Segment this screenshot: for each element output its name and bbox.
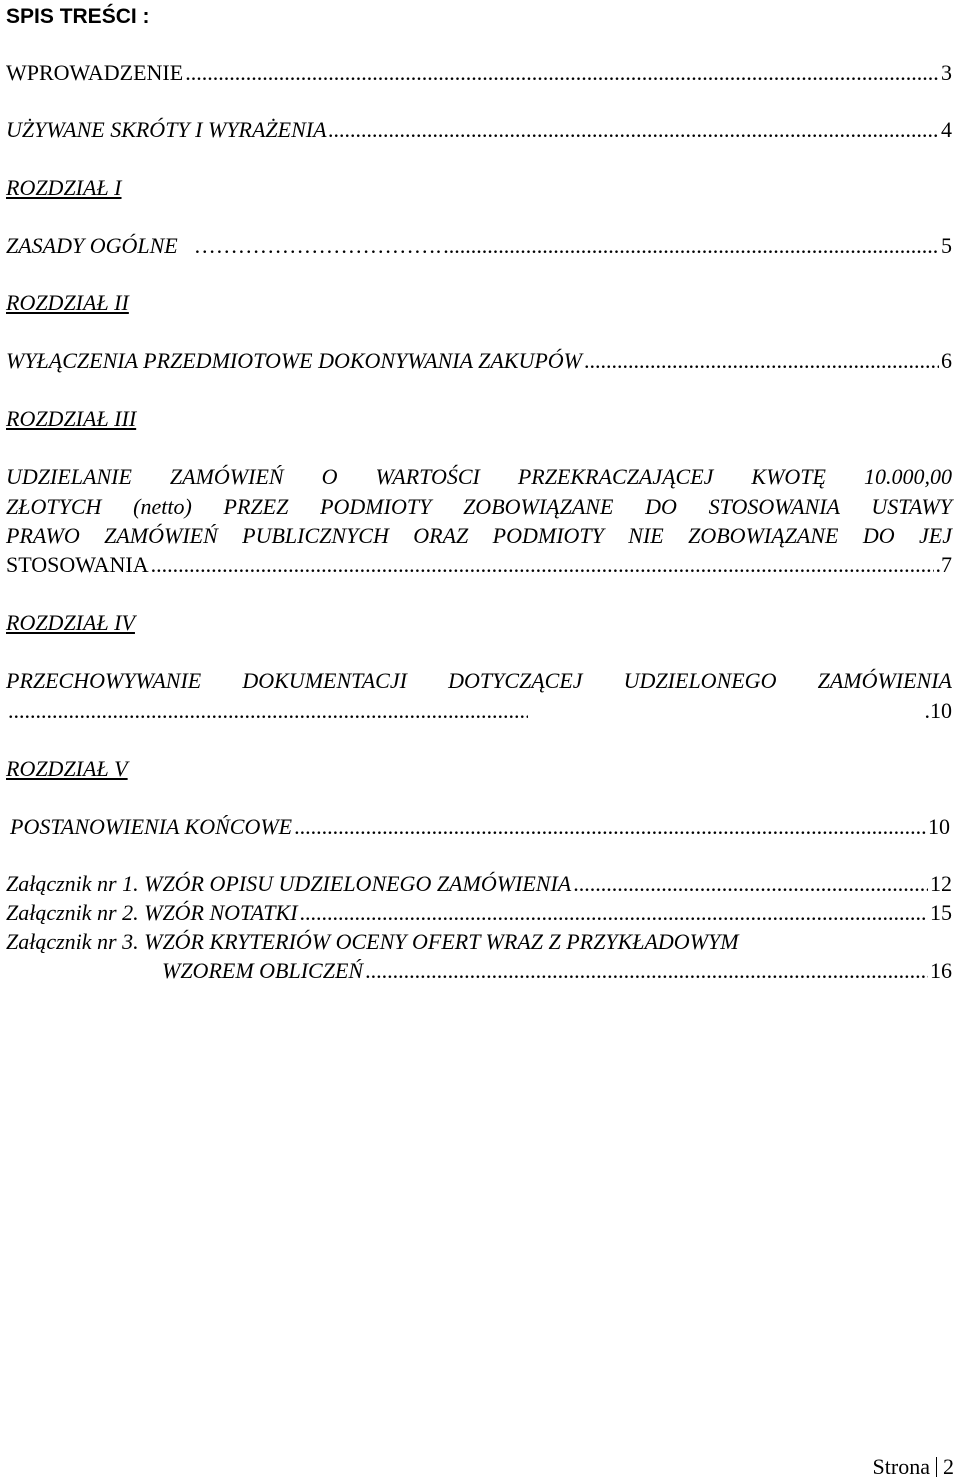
chapter-heading-4[interactable]: ROZDZIAŁ IV [6, 610, 135, 635]
chapter-heading-3[interactable]: ROZDZIAŁ III [6, 406, 137, 431]
toc-page: 12 [930, 871, 952, 896]
toc-entry-udzielanie-line2: ZŁOTYCH (netto) PRZEZ PODMIOTY ZOBOWIĄZANE DO STOSOWANIA USTAWY [6, 494, 952, 519]
toc-label: WYŁĄCZENIA PRZEDMIOTOWE DOKONYWANIA ZAKUPÓW [6, 348, 582, 373]
toc-entry-wprowadzenie[interactable] [6, 60, 952, 86]
toc-page: 15 [930, 900, 952, 925]
toc-entry-zalacznik-2[interactable] [6, 900, 952, 926]
toc-page: 10 [928, 814, 950, 839]
toc-label: WZOREM OBLICZEŃ [162, 958, 364, 983]
toc-entry-udzielanie-line1: UDZIELANIE ZAMÓWIEŃ O WARTOŚCI PRZEKRACZAJĄCEJ KWOTĘ 10.000,00 [6, 464, 952, 489]
toc-page: 5 [941, 233, 952, 258]
toc-entry-zasady[interactable] [6, 233, 952, 259]
page-footer [873, 1454, 954, 1480]
toc-page: .10 [924, 698, 952, 723]
toc-leader [185, 60, 939, 86]
toc-entry-udzielanie-line3: PRAWO ZAMÓWIEŃ PUBLICZNYCH ORAZ PODMIOTY NIE ZOBOWIĄZANE DO JEJ [6, 523, 952, 548]
toc-leader [584, 348, 939, 374]
toc-entry-wylaczenia[interactable] [6, 348, 952, 374]
toc-page: 16 [930, 958, 952, 983]
toc-label: ZASADY OGÓLNE [6, 233, 178, 258]
toc-leader [365, 958, 928, 984]
toc-entry-skroty[interactable] [6, 117, 952, 143]
toc-label: UŻYWANE SKRÓTY I WYRAŻENIA [6, 117, 327, 142]
toc-entry-przechowywanie-line1: PRZECHOWYWANIE DOKUMENTACJI DOTYCZĄCEJ UDZIELONEGO ZAMÓWIENIA [6, 668, 952, 693]
footer-page-number: 2 [943, 1454, 954, 1479]
toc-entry-przechowywanie[interactable] [6, 698, 952, 724]
toc-ellipsis: ……………………………. [193, 233, 442, 258]
toc-entry-postanowienia[interactable] [10, 814, 950, 840]
toc-leader [573, 871, 928, 897]
footer-label: Strona [872, 1454, 930, 1479]
toc-leader [294, 814, 926, 840]
toc-label: Załącznik nr 2. WZÓR NOTATKI [6, 900, 298, 925]
toc-page: 3 [941, 60, 952, 85]
toc-leader [151, 552, 934, 578]
toc-label: WPROWADZENIE [6, 60, 184, 85]
toc-leader [8, 698, 528, 724]
toc-label: Załącznik nr 1. WZÓR OPISU UDZIELONEGO ZAMÓWIENIA [6, 871, 572, 896]
chapter-heading-2[interactable]: ROZDZIAŁ II [6, 290, 129, 315]
toc-label: POSTANOWIENIA KOŃCOWE [10, 814, 293, 839]
chapter-heading-5[interactable]: ROZDZIAŁ V [6, 756, 128, 781]
toc-leader [329, 117, 939, 143]
toc-page: 6 [941, 348, 952, 373]
page-title: SPIS TREŚCI : [6, 5, 150, 28]
toc-entry-zalacznik-1[interactable] [6, 871, 952, 897]
footer-separator [936, 1457, 937, 1477]
toc-entry-zalacznik-3[interactable] [162, 958, 952, 984]
chapter-heading-1[interactable]: ROZDZIAŁ I [6, 175, 122, 200]
toc-entry-udzielanie[interactable] [6, 552, 952, 578]
toc-page: 4 [941, 117, 952, 142]
toc-leader [443, 233, 939, 259]
toc-label: STOSOWANIA [6, 552, 149, 577]
toc-entry-zalacznik-3-line1: Załącznik nr 3. WZÓR KRYTERIÓW OCENY OFERT WRAZ Z PRZYKŁADOWYM [6, 929, 739, 954]
toc-leader [300, 900, 928, 926]
toc-page: .7 [935, 552, 952, 577]
